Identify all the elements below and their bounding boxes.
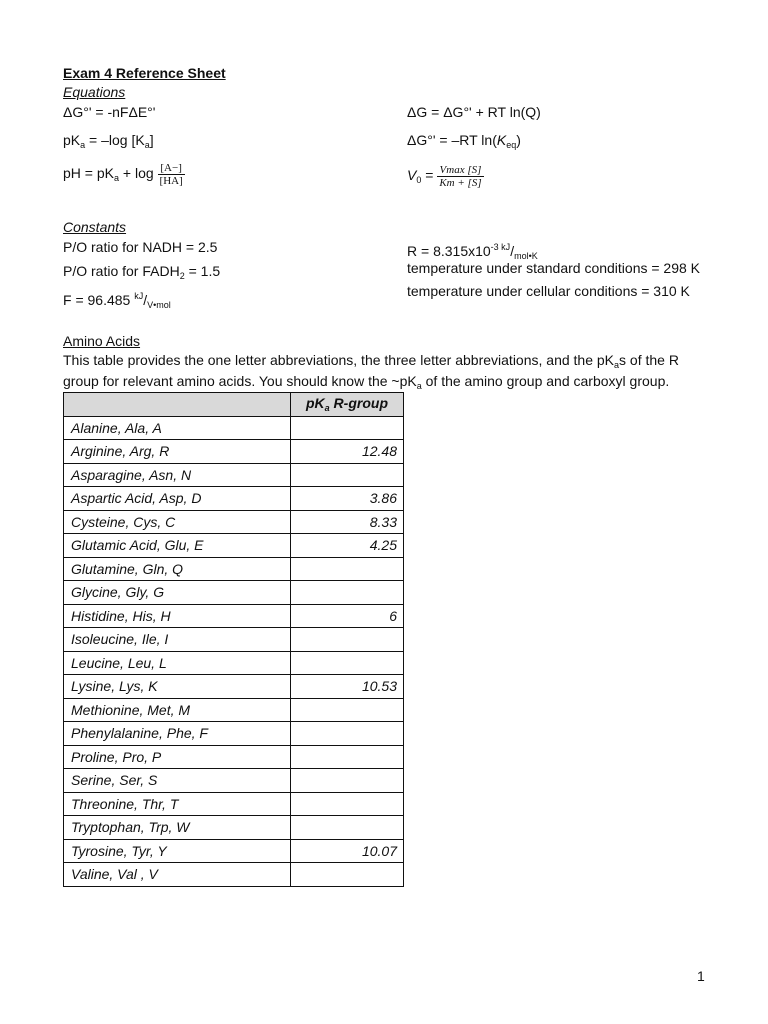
constant-faraday-sub: V•mol [147, 300, 171, 310]
amino-acids-description-line1 [63, 352, 679, 374]
amino-acid-pka [291, 792, 404, 816]
amino-acid-pka [291, 698, 404, 722]
amino-acid-pka: 4.25 [291, 534, 404, 558]
equation-henderson-hasselbalch [63, 158, 185, 193]
amino-acid-name: Arginine, Arg, R [64, 440, 291, 464]
table-row [64, 698, 404, 722]
equation-pka-sub: a [80, 140, 86, 150]
amino-acid-pka: 10.07 [291, 839, 404, 863]
amino-acid-name: Valine, Val , V [64, 863, 291, 887]
equation-mm-sub: 0 [416, 175, 422, 185]
equation-delta-g-keq [407, 132, 521, 154]
constants-heading: Constants [63, 219, 127, 235]
table-row [64, 651, 404, 675]
equation-michaelis-menten [407, 160, 484, 195]
equation-delta-g-q: ΔG = ΔG°' + RT ln(Q) [407, 104, 541, 120]
constant-r-slash: / [510, 243, 515, 259]
equation-keq-sub: eq [506, 140, 517, 150]
amino-acid-name: Alanine, Ala, A [64, 416, 291, 440]
equation-keq-k: K [496, 132, 507, 148]
constant-temp-cellular: temperature under cellular conditions = 310 K [407, 283, 690, 299]
amino-acid-name: Isoleucine, Ile, I [64, 628, 291, 652]
header-name-cell [64, 393, 291, 417]
table-row [64, 581, 404, 605]
amino-acid-pka [291, 745, 404, 769]
amino-acid-pka: 6 [291, 604, 404, 628]
constant-faraday-slash: / [143, 292, 148, 308]
amino-acid-table [63, 392, 404, 887]
amino-acid-pka: 12.48 [291, 440, 404, 464]
table-row [64, 863, 404, 887]
amino-acid-name: Leucine, Leu, L [64, 651, 291, 675]
constant-fadh2-end: = 1.5 [184, 263, 221, 279]
header-pka-prefix: pK [305, 395, 325, 412]
constant-fadh2-prefix: P/O ratio for FADH [63, 263, 180, 279]
equation-keq-prefix: ΔG°' = –RT ln( [407, 132, 497, 148]
amino-acid-pka: 10.53 [291, 675, 404, 699]
equation-hh-denominator: [HA] [159, 174, 183, 187]
constant-r-prefix: R = 8.315x10 [407, 243, 491, 259]
equation-pka [63, 132, 154, 154]
desc-line2-b: of the amino group and carboxyl group. [421, 373, 670, 389]
amino-acid-pka: 3.86 [291, 487, 404, 511]
amino-acid-pka [291, 463, 404, 487]
constant-r-sup: -3 kJ [490, 242, 511, 252]
equation-keq-end: ) [516, 132, 521, 148]
table-header-row [64, 393, 404, 417]
table-row [64, 722, 404, 746]
table-row [64, 534, 404, 558]
amino-acid-table-body [64, 416, 404, 886]
table-row [64, 463, 404, 487]
desc-line2-sub: a [416, 381, 422, 391]
table-row [64, 839, 404, 863]
table-row [64, 769, 404, 793]
table-row [64, 628, 404, 652]
table-row [64, 557, 404, 581]
equation-pka-sub2: a [144, 140, 150, 150]
desc-line1-a: This table provides the one letter abbreviations, the three letter abbreviations, and the pK [63, 352, 615, 368]
page-title: Exam 4 Reference Sheet [63, 65, 226, 81]
amino-acid-pka [291, 557, 404, 581]
amino-acid-name: Aspartic Acid, Asp, D [64, 487, 291, 511]
table-row [64, 487, 404, 511]
amino-acid-pka [291, 769, 404, 793]
equation-hh-sub: a [113, 173, 119, 183]
amino-acid-name: Phenylalanine, Phe, F [64, 722, 291, 746]
desc-line1-sub: a [614, 360, 620, 370]
equation-mm-numerator: Vmax [S] [437, 164, 483, 177]
constant-faraday-sup: kJ [134, 291, 144, 301]
table-row [64, 792, 404, 816]
equation-mm-denominator: Km + [S] [439, 176, 482, 189]
amino-acid-name: Methionine, Met, M [64, 698, 291, 722]
amino-acid-name: Glutamic Acid, Glu, E [64, 534, 291, 558]
constant-faraday-prefix: F = 96.485 [63, 292, 135, 308]
amino-acid-name: Histidine, His, H [64, 604, 291, 628]
equation-hh-fraction [158, 162, 185, 187]
amino-acid-name: Lysine, Lys, K [64, 675, 291, 699]
table-row [64, 745, 404, 769]
amino-acid-pka [291, 863, 404, 887]
constant-r-sub: mol•K [514, 251, 538, 261]
header-pka-cell [291, 393, 404, 417]
amino-acid-pka [291, 651, 404, 675]
amino-acid-name: Proline, Pro, P [64, 745, 291, 769]
amino-acid-pka: 8.33 [291, 510, 404, 534]
amino-acid-pka [291, 816, 404, 840]
equation-pka-mid: = –log [K [85, 132, 145, 148]
amino-acid-pka [291, 722, 404, 746]
table-row [64, 816, 404, 840]
equation-hh-mid: + log [119, 165, 158, 181]
desc-line2-a: group for relevant amino acids. You should know the ~pK [63, 373, 417, 389]
page-number: 1 [697, 968, 705, 984]
table-row [64, 416, 404, 440]
amino-acid-name: Tryptophan, Trp, W [64, 816, 291, 840]
amino-acid-name: Glutamine, Gln, Q [64, 557, 291, 581]
equations-heading: Equations [63, 84, 126, 100]
equation-pka-prefix: pK [63, 132, 81, 148]
table-row [64, 675, 404, 699]
amino-acid-pka [291, 581, 404, 605]
desc-line1-b: s of the R [619, 352, 679, 368]
table-row [64, 604, 404, 628]
amino-acids-heading: Amino Acids [63, 333, 141, 349]
constant-faraday [63, 288, 171, 314]
amino-acid-name: Serine, Ser, S [64, 769, 291, 793]
header-pka-suffix: R-group [329, 395, 388, 412]
amino-acid-name: Cysteine, Cys, C [64, 510, 291, 534]
header-pka-sub: a [324, 403, 330, 414]
amino-acid-name: Glycine, Gly, G [64, 581, 291, 605]
constant-po-fadh2 [63, 263, 220, 285]
equation-hh-numerator: [A−] [158, 162, 185, 175]
amino-acid-name: Threonine, Thr, T [64, 792, 291, 816]
constant-temp-standard: temperature under standard conditions = 298 K [407, 260, 701, 276]
equation-mm-eq: = [421, 167, 438, 183]
equation-mm-fraction [437, 164, 483, 189]
amino-acid-name: Tyrosine, Tyr, Y [64, 839, 291, 863]
equation-delta-g-standard: ΔG°' = -nFΔE°' [63, 104, 156, 120]
equation-pka-end: ] [149, 132, 154, 148]
amino-acid-pka [291, 416, 404, 440]
equation-mm-v: V [407, 167, 417, 183]
amino-acid-pka [291, 628, 404, 652]
constant-po-nadh: P/O ratio for NADH = 2.5 [63, 239, 218, 255]
amino-acid-name: Asparagine, Asn, N [64, 463, 291, 487]
table-row [64, 440, 404, 464]
table-row [64, 510, 404, 534]
equation-hh-prefix: pH = pK [63, 165, 114, 181]
constant-fadh2-sub: 2 [179, 271, 185, 281]
